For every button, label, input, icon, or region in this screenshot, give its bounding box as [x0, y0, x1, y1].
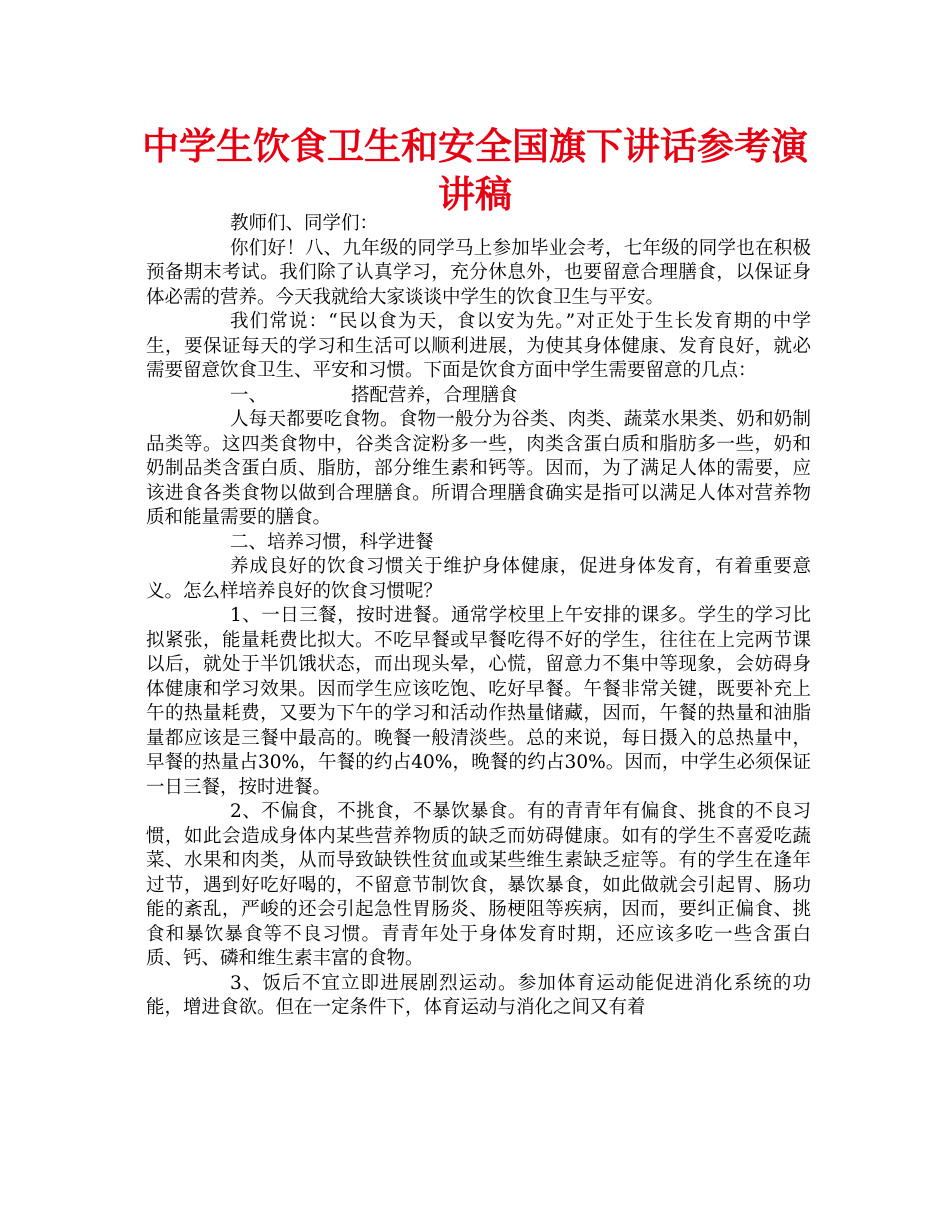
- document-body: [146, 212, 811, 1021]
- section-heading-2: 二、培养习惯，科学进餐: [230, 531, 434, 553]
- point-1-paragraph: 1、一日三餐，按时进餐。通常学校里上午安排的课多。学生的学习比拟紧张，能量耗费比拟大。不吃早餐或早餐吃得不好的学生，往往在上完两节课以后，就处于半饥饿状态，而出现头晕，心慌，留意力不集中等现象，会妨碍身体健康和学习效果。因而学生应该吃饱、吃好早餐。午餐非常关键，既要补充上午的热量耗费，又要为下午的学习和活动作热量储藏，因而，午餐的热量和油脂量都应该是三餐中最高的。晚餐一般清淡些。总的来说，每日摄入的总热量中，早餐的热量占30%，午餐的约占40%，晚餐的约占30%。因而，中学生必须保证一日三餐，按时进餐。: [146, 605, 811, 798]
- document-title: 中学生饮食卫生和安全国旗下讲话参考演讲稿: [142, 124, 808, 216]
- point-3-paragraph: 3、饭后不宜立即进展剧烈运动。参加体育运动能促进消化系统的功能，增进食欲。但在一定条件下，体育运动与消化之间又有着: [146, 972, 811, 1018]
- habits-intro-paragraph: 养成良好的饮食习惯关于维护身体健康，促进身体发育，有着重要意义。怎么样培养良好的饮食习惯呢？: [146, 556, 811, 602]
- intro-paragraph: 你们好！八、九年级的同学马上参加毕业会考，七年级的同学也在积极预备期末考试。我们除了认真学习，充分休息外，也要留意合理膳食，以保证身体必需的营养。今天我就给大家谈谈中学生的饮食卫生与平安。: [146, 237, 811, 308]
- section-heading-1-text: 搭配营养，合理膳食: [351, 384, 518, 406]
- section-heading-1: [146, 384, 811, 409]
- saying-paragraph: 我们常说：“民以食为天，食以安为先。”对正处于生长发育期的中学生，要保证每天的学习和生活可以顺利进展，为使其身体健康、发育良好，就必需要留意饮食卫生、平安和习惯。下面是饮食方面中学生需要留意的几点：: [146, 311, 811, 381]
- section-heading-1-number: 一、: [230, 384, 268, 406]
- nutrition-paragraph: 人每天都要吃食物。食物一般分为谷类、肉类、蔬菜水果类、奶和奶制品类等。这四类食物中，谷类含淀粉多一些，肉类含蛋白质和脂肪多一些，奶和奶制品类含蛋白质、脂肪，部分维生素和钙等。因而，为了满足人体的需要，应该进食各类食物以做到合理膳食。所谓合理膳食确实是指可以满足人体对营养物质和能量需要的膳食。: [146, 409, 811, 528]
- greeting-paragraph: 教师们、同学们：: [230, 213, 379, 234]
- point-2-paragraph: 2、不偏食，不挑食，不暴饮暴食。有的青青年有偏食、挑食的不良习惯，如此会造成身体内某些营养物质的缺乏而妨碍健康。如有的学生不喜爱吃蔬菜、水果和肉类，从而导致缺铁性贫血或某些维生素缺乏症等。有的学生在逢年过节，遇到好吃好喝的，不留意节制饮食，暴饮暴食，如此做就会引起胃、肠功能的紊乱，严峻的还会引起急性胃肠炎、肠梗阻等疾病，因而，要纠正偏食、挑食和暴饮暴食等不良习惯。青青年处于身体发育时期，还应该多吃一些含蛋白质、钙、磷和维生素丰富的食物。: [146, 801, 811, 969]
